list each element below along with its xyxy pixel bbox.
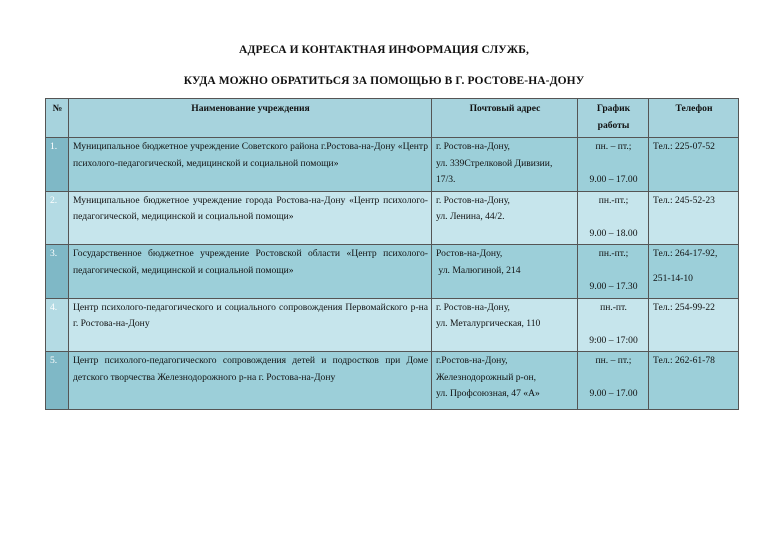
phone-line: Тел.: 254-99-22 bbox=[653, 301, 715, 313]
schedule-spacer bbox=[582, 156, 645, 173]
table-header-row bbox=[46, 99, 739, 138]
work-schedule bbox=[578, 191, 649, 245]
work-schedule bbox=[578, 245, 649, 299]
phone-number bbox=[649, 352, 739, 410]
row-number: 3. bbox=[46, 245, 69, 299]
phone-line: Тел.: 225-07-52 bbox=[653, 141, 715, 152]
schedule-spacer bbox=[582, 370, 645, 387]
schedule-spacer bbox=[582, 209, 645, 226]
schedule-days: пн. – пт.; bbox=[595, 141, 632, 152]
address-line: г. Ростов-на-Дону, bbox=[436, 301, 510, 313]
phone-line: Тел.: 264-17-92, bbox=[653, 248, 718, 259]
document-title-line1: АДРЕСА И КОНТАКТНАЯ ИНФОРМАЦИЯ СЛУЖБ, bbox=[239, 44, 529, 56]
schedule-days: пн.-пт. bbox=[600, 301, 627, 313]
postal-address bbox=[432, 352, 578, 410]
schedule-spacer bbox=[582, 263, 645, 280]
schedule-days: пн.-пт.; bbox=[598, 194, 629, 206]
phone-line: Тел.: 262-61-78 bbox=[653, 355, 715, 366]
phone-number bbox=[649, 138, 739, 192]
header-schedule-line1: График bbox=[596, 103, 631, 114]
institution-name: Центр психолого-педагогического и социального сопровождения Первомайского р-на г. Ростова-на-Дону bbox=[69, 298, 432, 352]
row-number: 2. bbox=[46, 191, 69, 245]
schedule-time: 9.00 – 17.00 bbox=[589, 174, 638, 185]
document-title-line2: КУДА МОЖНО ОБРАТИТЬСЯ ЗА ПОМОЩЬЮ В Г. РОСТОВЕ-НА-ДОНУ bbox=[183, 75, 585, 87]
header-phone: Телефон bbox=[649, 99, 739, 138]
postal-address bbox=[432, 138, 578, 192]
table-row bbox=[46, 138, 739, 192]
address-line: ул. Металургическая, 110 bbox=[436, 318, 541, 329]
address-line: ул. Малюгиной, 214 bbox=[436, 264, 521, 276]
schedule-spacer bbox=[582, 316, 645, 333]
address-line: Железнодорожный р-он, bbox=[436, 371, 537, 383]
table-body bbox=[46, 138, 739, 410]
schedule-time: 9.00 – 17.00 bbox=[589, 388, 638, 399]
header-address: Почтовый адрес bbox=[432, 99, 578, 138]
institution-name: Муниципальное бюджетное учреждение Советского района г.Ростова-на-Дону «Центр психолого-педагогической, медицинской и социальной помощи» bbox=[69, 138, 432, 192]
schedule-days: пн. – пт.; bbox=[595, 355, 632, 366]
phone-number bbox=[649, 298, 739, 352]
phone-number bbox=[649, 191, 739, 245]
postal-address bbox=[432, 245, 578, 299]
header-name: Наименование учреждения bbox=[69, 99, 432, 138]
work-schedule bbox=[578, 352, 649, 410]
row-number: 1. bbox=[46, 138, 69, 192]
phone-number bbox=[649, 245, 739, 299]
address-line: г.Ростов-на-Дону, bbox=[436, 355, 508, 366]
contacts-table bbox=[45, 98, 739, 410]
header-schedule bbox=[578, 99, 649, 138]
table-row bbox=[46, 352, 739, 410]
postal-address bbox=[432, 298, 578, 352]
header-schedule-line2: работы bbox=[597, 119, 630, 131]
institution-name: Центр психолого-педагогического сопровождения детей и подростков при Доме детского творчества Железнодорожного р-на г. Ростова-на-Дону bbox=[69, 352, 432, 410]
table-row bbox=[46, 245, 739, 299]
institution-name: Муниципальное бюджетное учреждение города Ростова-на-Дону «Центр психолого-педагогической, медицинской и социальной помощи» bbox=[69, 191, 432, 245]
row-number: 4. bbox=[46, 298, 69, 352]
work-schedule bbox=[578, 298, 649, 352]
schedule-time: 9.00 – 18.00 bbox=[589, 227, 638, 239]
address-line: ул. 339Стрелковой Дивизии, bbox=[436, 157, 553, 169]
table-row bbox=[46, 191, 739, 245]
schedule-time: 9:00 – 17:00 bbox=[589, 334, 638, 346]
work-schedule bbox=[578, 138, 649, 192]
row-number: 5. bbox=[46, 352, 69, 410]
header-num: № bbox=[46, 99, 69, 138]
table-row bbox=[46, 298, 739, 352]
address-line: г. Ростов-на-Дону, bbox=[436, 194, 510, 206]
institution-name: Государственное бюджетное учреждение Ростовской области «Центр психолого-педагогической, медицинской и социальной помощи» bbox=[69, 245, 432, 299]
postal-address bbox=[432, 191, 578, 245]
phone-line: 251-14-10 bbox=[653, 272, 693, 284]
schedule-days: пн.-пт.; bbox=[598, 248, 629, 259]
address-line: ул. Профсоюзная, 47 «А» bbox=[436, 388, 540, 399]
schedule-time: 9.00 – 17.30 bbox=[589, 281, 638, 292]
address-line: г. Ростов-на-Дону, bbox=[436, 141, 510, 152]
address-line: 17/3. bbox=[436, 174, 456, 185]
address-line: ул. Ленина, 44/2. bbox=[436, 211, 505, 222]
phone-line: Тел.: 245-52-23 bbox=[653, 194, 715, 206]
address-line: Ростов-на-Дону, bbox=[436, 248, 503, 259]
